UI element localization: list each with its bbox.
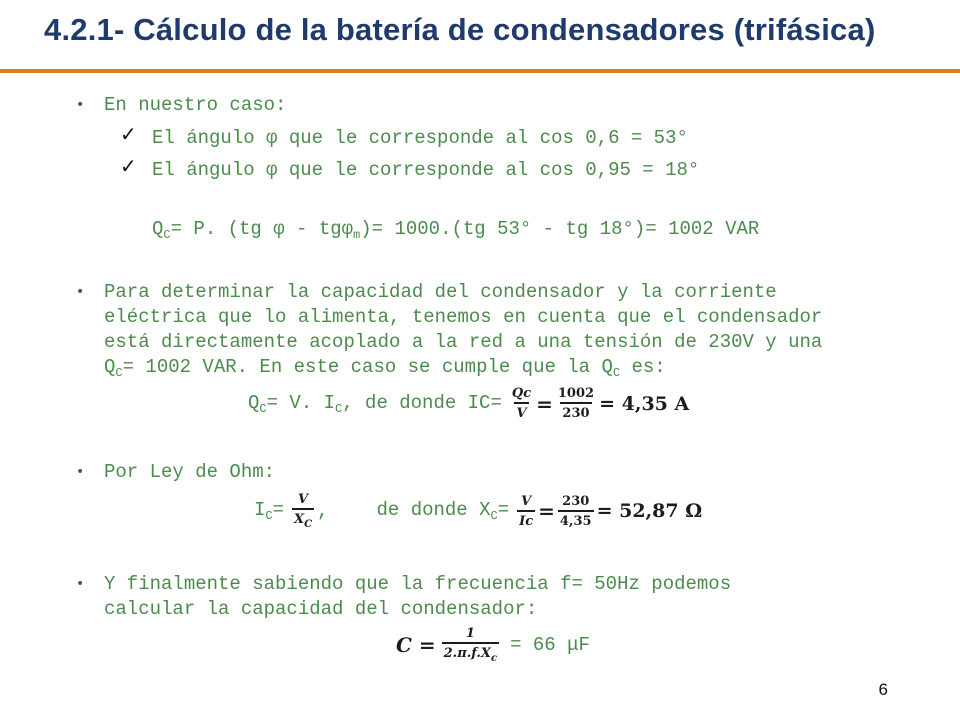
bullet-marker: •: [76, 284, 85, 300]
bullet-text: Por Ley de Ohm:: [104, 461, 276, 483]
equation-xc: $I_C=$ $\frac{V}{X_C}$ , de donde $X_C=$ $\frac{V}{Ic}$ = $\frac{230}{4,35}$ = 52,87 Ω: [254, 492, 703, 530]
slide-title: 4.2.1- Cálculo de la batería de condensadores (trifásica): [44, 12, 876, 47]
bullet-marker: •: [76, 97, 85, 113]
equation-ic: $Q_C= V$. $I_C$, de donde IC= $\frac{Qc}{V}$ = $\frac{1002}{230}$ = 4,35 A: [248, 386, 690, 421]
paragraph-line: calcular la capacidad del condensador:: [104, 598, 538, 620]
check-icon: ✓: [120, 122, 137, 146]
page-number: 6: [878, 680, 888, 699]
check-item-2: El ángulo φ que le corresponde al cos 0,95 = 18°: [152, 159, 700, 181]
equation-capacity: C = $\frac{1}{2.\pi.f.X_c}$ = 66 μF: [396, 626, 590, 664]
paragraph-line: eléctrica que lo alimenta, tenemos en cuenta que el condensador: [104, 306, 823, 328]
title-divider: [0, 69, 960, 73]
equation-qc: $Q_C= P$. (tg φ - tgφ$_m$)= 1000.(tg 53° - tg 18°)= 1002 VAR: [152, 218, 760, 242]
check-item-1: El ángulo φ que le corresponde al cos 0,6 = 53°: [152, 127, 688, 149]
paragraph-line: Para determinar la capacidad del condensador y la corriente: [104, 281, 777, 303]
check-icon: ✓: [120, 154, 137, 178]
paragraph-line: $Q_C= 1002$ VAR. En este caso se cumple que la $Q_C$ es:: [104, 356, 666, 380]
bullet-marker: •: [76, 464, 85, 480]
paragraph-line: Y finalmente sabiendo que la frecuencia f= 50Hz podemos: [104, 573, 732, 595]
bullet-marker: •: [76, 576, 85, 592]
bullet-text: En nuestro caso:: [104, 94, 287, 116]
paragraph-line: está directamente acoplado a la red a una tensión de 230V y una: [104, 331, 823, 353]
